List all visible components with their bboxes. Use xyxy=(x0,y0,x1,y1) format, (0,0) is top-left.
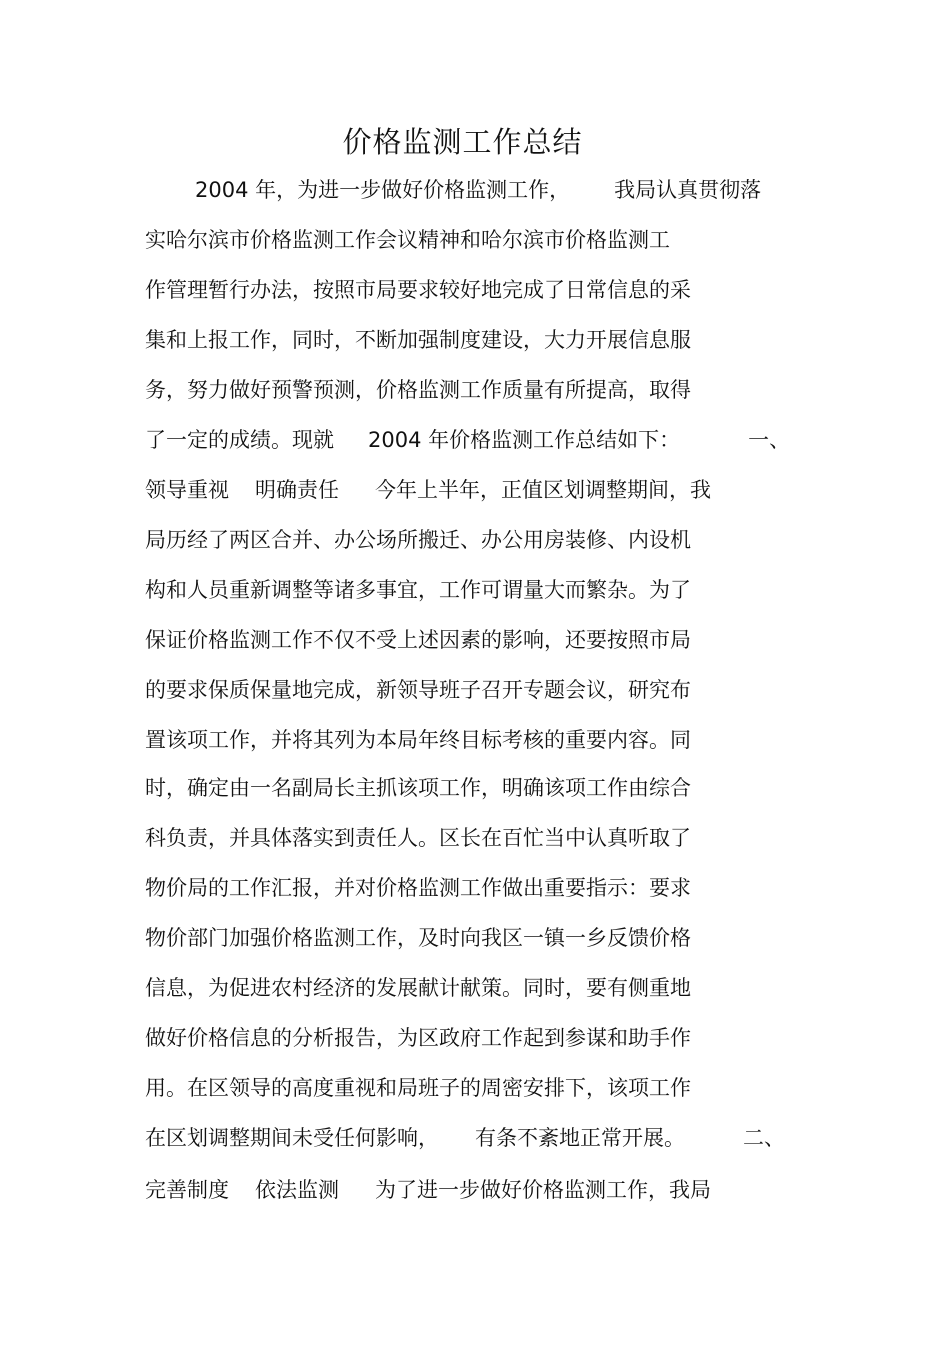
text-run: 了一定的成绩。现就 xyxy=(145,428,334,452)
body-line-11 xyxy=(145,675,691,705)
text-run: 时，确定由一名副局长主抓该项工作，明确该项工作由综合 xyxy=(145,776,691,800)
text-run: 一、 xyxy=(748,428,791,452)
text-run: 依法监测 xyxy=(255,1178,339,1202)
body-line-10 xyxy=(145,625,691,655)
body-line-3 xyxy=(145,275,691,305)
text-run: 我局认真贯彻落 xyxy=(614,178,762,202)
text-run: 置该项工作，并将其列为本局年终目标考核的重要内容。同 xyxy=(145,728,691,752)
text-run: 明确责任 xyxy=(255,478,339,502)
body-line-4 xyxy=(145,325,691,355)
text-run: 物价部门加强价格监测工作，及时向我区一镇一乡反馈价格 xyxy=(145,926,691,950)
text-run: 用。在区领导的高度重视和局班子的周密安排下，该项工作 xyxy=(145,1076,691,1100)
body-line-21 xyxy=(145,1175,711,1205)
text-run: 为了进一步做好价格监测工作，我局 xyxy=(375,1178,711,1202)
text-run: 保证价格监测工作不仅不受上述因素的影响，还要按照市局 xyxy=(145,628,691,652)
body-line-8 xyxy=(145,525,691,555)
body-line-20 xyxy=(145,1123,785,1153)
text-run: 信息，为促进农村经济的发展献计献策。同时，要有侧重地 xyxy=(145,976,691,1000)
body-line-2 xyxy=(145,225,670,255)
text-run: 做好价格信息的分析报告，为区政府工作起到参谋和助手作 xyxy=(145,1026,691,1050)
body-line-5 xyxy=(145,375,691,405)
text-run: 2004 年，为进一步做好价格监测工作， xyxy=(195,178,571,202)
text-run: 领导重视 xyxy=(145,478,229,502)
text-run: 科负责，并具体落实到责任人。区长在百忙当中认真听取了 xyxy=(145,826,691,850)
body-line-1 xyxy=(195,175,761,205)
text-run: 的要求保质保量地完成，新领导班子召开专题会议，研究布 xyxy=(145,678,691,702)
body-line-17 xyxy=(145,973,691,1003)
body-line-15 xyxy=(145,873,691,903)
text-run: 作管理暂行办法，按照市局要求较好地完成了日常信息的采 xyxy=(145,278,691,302)
text-run: 完善制度 xyxy=(145,1178,229,1202)
text-run: 实哈尔滨市价格监测工作会议精神和哈尔滨市价格监测工 xyxy=(145,228,670,252)
body-line-9 xyxy=(145,575,691,605)
text-run: 构和人员重新调整等诸多事宜，工作可谓量大而繁杂。为了 xyxy=(145,578,691,602)
text-run: 物价局的工作汇报，并对价格监测工作做出重要指示：要求 xyxy=(145,876,691,900)
body-line-12 xyxy=(145,725,691,755)
text-run: 今年上半年，正值区划调整期间，我 xyxy=(375,478,711,502)
text-run: 在区划调整期间未受任何影响， xyxy=(145,1126,439,1150)
text-run: 二、 xyxy=(743,1126,785,1150)
body-line-13 xyxy=(145,773,691,803)
body-line-14 xyxy=(145,823,691,853)
text-run: 集和上报工作，同时，不断加强制度建设，大力开展信息服 xyxy=(145,328,691,352)
document-title: 价格监测工作总结 xyxy=(342,125,583,159)
body-line-7 xyxy=(145,475,711,505)
text-run: 2004 年价格监测工作总结如下： xyxy=(368,428,681,452)
text-run: 务，努力做好预警预测，价格监测工作质量有所提高，取得 xyxy=(145,378,691,402)
body-line-6 xyxy=(145,425,790,455)
body-line-18 xyxy=(145,1023,691,1053)
body-line-19 xyxy=(145,1073,691,1103)
text-run: 局历经了两区合并、办公场所搬迁、办公用房装修、内设机 xyxy=(145,528,691,552)
text-run: 有条不紊地正常开展。 xyxy=(475,1126,685,1150)
body-line-16 xyxy=(145,923,691,953)
